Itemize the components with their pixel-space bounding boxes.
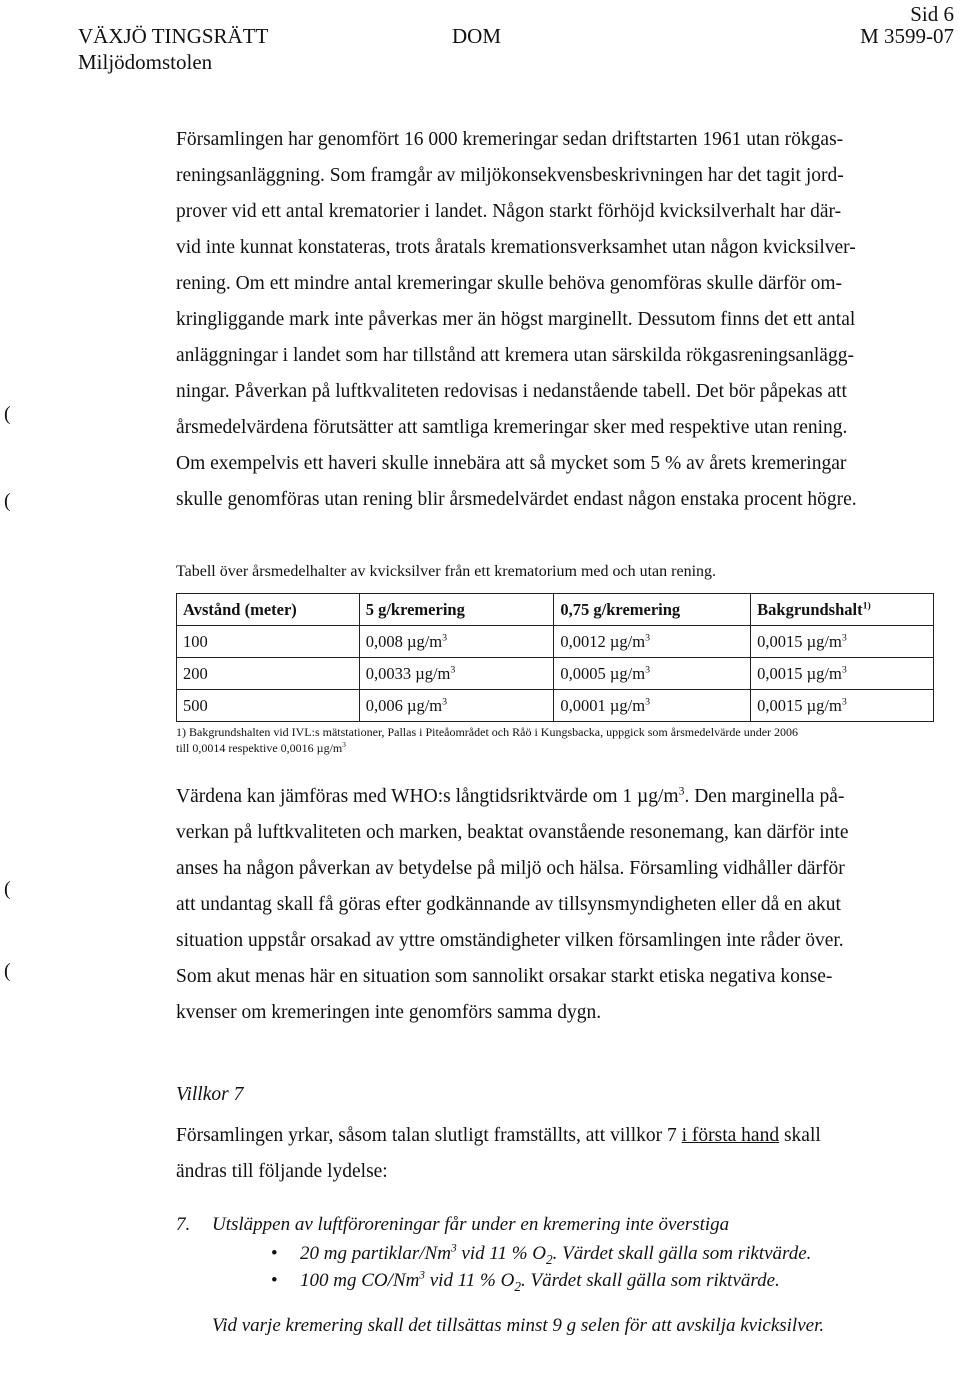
text-span: vid 11 % O bbox=[456, 1243, 547, 1264]
text-line: Om exempelvis ett haveri skulle innebära att så mycket som 5 % av årets kremeringar bbox=[176, 453, 847, 474]
text-span: 20 mg partiklar/Nm bbox=[300, 1243, 451, 1264]
footnote-exponent: 3 bbox=[342, 741, 346, 749]
text-line bbox=[176, 779, 936, 815]
text-span: Församlingen yrkar, såsom talan slutligt framställts, att villkor 7 bbox=[176, 1125, 682, 1146]
table-cell bbox=[751, 658, 934, 690]
text-line: rening. Om ett mindre antal kremeringar skulle behöva genomföras skulle därför om- bbox=[176, 273, 843, 294]
table-row bbox=[177, 626, 934, 658]
text-line: kringliggande mark inte påverkas mer än högst marginellt. Dessutom finns det ett antal bbox=[176, 309, 856, 330]
section-heading: Villkor 7 bbox=[176, 1084, 244, 1105]
table-cell bbox=[751, 690, 934, 722]
cell-value: 0,0001 bbox=[560, 695, 606, 715]
underlined-text: i första hand bbox=[681, 1125, 780, 1146]
closing-statement: Vid varje kremering skall det tillsättas minst 9 g selen för att avskilja kvicksilver. bbox=[212, 1315, 825, 1336]
column-header bbox=[751, 594, 934, 626]
text-line: Som akut menas här en situation som sannolikt orsakar starkt etiska negativa konse- bbox=[176, 966, 833, 987]
cell-unit: µg/m bbox=[806, 695, 842, 715]
condition-bullets bbox=[271, 1240, 812, 1294]
department-name: Miljödomstolen bbox=[78, 50, 213, 74]
unit-exponent: 3 bbox=[645, 632, 651, 643]
table-cell bbox=[359, 658, 554, 690]
unit-exponent: 3 bbox=[645, 696, 651, 707]
cell-unit: µg/m bbox=[806, 631, 842, 651]
margin-mark: ( bbox=[4, 960, 11, 982]
cell-value: 0,008 bbox=[365, 631, 403, 651]
footnote-text: till 0,0014 respektive 0,0016 µg/m bbox=[176, 741, 343, 755]
text-span: vid 11 % O bbox=[425, 1270, 515, 1291]
table-cell bbox=[751, 626, 934, 658]
table-row bbox=[177, 658, 934, 690]
bullet-glyph: • bbox=[271, 1243, 278, 1264]
cell-value: 0,0015 bbox=[757, 695, 803, 715]
text-span: . Värdet skall gälla som riktvärde. bbox=[552, 1243, 812, 1264]
table-header-row bbox=[177, 594, 934, 626]
table-cell: 200 bbox=[177, 658, 360, 690]
page-number: Sid 6 bbox=[910, 2, 954, 26]
footnote-line: 1) Bakgrundshalten vid IVL:s mätstationer, Pallas i Piteåområdet och Råö i Kungsbacka, uppgick som årsmedelvärde under 2006 bbox=[176, 725, 799, 739]
text-line: ningar. Påverkan på luftkvaliteten redovisas i nedanstående tabell. Det bör påpekas att bbox=[176, 381, 847, 402]
unit-exponent: 3 bbox=[645, 664, 651, 675]
text-line: skulle genomföras utan rening blir årsmedelvärdet endast någon enstaka procent högre. bbox=[176, 489, 857, 510]
cell-unit: µg/m bbox=[609, 663, 646, 683]
cell-value: 0,0015 bbox=[757, 663, 803, 683]
table-row bbox=[177, 690, 934, 722]
text-line: ändras till följande lydelse: bbox=[176, 1161, 388, 1182]
exponent: 3 bbox=[450, 1242, 457, 1255]
text-line: anläggningar i landet som har tillstånd att kremera utan särskilda rökgasreningsanlägg- bbox=[176, 345, 854, 366]
unit-exponent: 3 bbox=[442, 696, 448, 707]
unit-exponent: 3 bbox=[442, 632, 448, 643]
text-line: kvenser om kremeringen inte genomförs samma dygn. bbox=[176, 1002, 602, 1023]
cell-value: 0,006 bbox=[365, 695, 403, 715]
document-type: DOM bbox=[452, 24, 502, 48]
column-header: 0,75 g/kremering bbox=[554, 594, 751, 626]
text-span: . Värdet skall gälla som riktvärde. bbox=[521, 1270, 780, 1291]
footnote-line bbox=[176, 740, 938, 756]
exponent: 3 bbox=[419, 1269, 425, 1282]
cell-value: 0,0012 bbox=[560, 631, 606, 651]
table-cell: 500 bbox=[177, 690, 360, 722]
table-cell bbox=[359, 626, 554, 658]
bullet-glyph: • bbox=[271, 1270, 278, 1291]
margin-mark: ( bbox=[4, 490, 11, 512]
table-cell bbox=[554, 658, 751, 690]
column-header-label: Bakgrundshalt bbox=[757, 599, 863, 619]
exponent: 3 bbox=[678, 784, 685, 798]
condition-text: Utsläppen av luftföroreningar får under en kremering inte överstiga bbox=[212, 1214, 730, 1235]
mercury-table bbox=[176, 593, 934, 722]
text-span: 100 mg CO/Nm bbox=[300, 1270, 420, 1291]
list-item bbox=[271, 1267, 811, 1294]
cell-value: 0,0015 bbox=[757, 631, 803, 651]
subscript: 2 bbox=[546, 1251, 553, 1267]
text-line: årsmedelvärdena förutsätter att samtliga kremeringar sker med respektive utan rening. bbox=[176, 417, 848, 438]
case-number: M 3599-07 bbox=[860, 24, 954, 48]
cell-unit: µg/m bbox=[806, 663, 842, 683]
unit-exponent: 3 bbox=[841, 696, 847, 707]
cell-value: 0,0005 bbox=[560, 663, 606, 683]
body-paragraph-2 bbox=[176, 779, 936, 1031]
unit-exponent: 3 bbox=[841, 664, 847, 675]
table-cell bbox=[554, 626, 751, 658]
text-span: Värdena kan jämföras med WHO:s långtidsriktvärde om 1 µg/m bbox=[176, 786, 679, 807]
table-footnote bbox=[176, 724, 938, 756]
text-line: anses ha någon påverkan av betydelse på miljö och hälsa. Församling vidhåller därför bbox=[176, 858, 845, 879]
body-paragraph bbox=[176, 122, 936, 518]
text-line: Församlingen har genomfört 16 000 kremeringar sedan driftstarten 1961 utan rökgas- bbox=[176, 129, 844, 150]
column-header: 5 g/kremering bbox=[359, 594, 554, 626]
cell-unit: µg/m bbox=[415, 663, 451, 683]
text-span: skall bbox=[779, 1125, 821, 1146]
cell-unit: µg/m bbox=[609, 631, 646, 651]
table-caption: Tabell över årsmedelhalter av kvicksilver från ett krematorium med och utan rening. bbox=[176, 563, 717, 580]
subscript: 2 bbox=[514, 1278, 522, 1294]
table-cell bbox=[554, 690, 751, 722]
footnote-mark: 1) bbox=[862, 600, 871, 611]
text-span: . Den marginella på- bbox=[684, 786, 845, 807]
table-cell: 100 bbox=[177, 626, 360, 658]
text-line: vid inte kunnat konstateras, trots åratals kremationsverksamhet utan någon kvicksilver- bbox=[176, 237, 856, 258]
condition-number: 7. bbox=[176, 1214, 191, 1235]
text-line: att undantag skall få göras efter godkännande av tillsynsmyndigheten eller då en akut bbox=[176, 894, 841, 915]
margin-mark: ( bbox=[4, 403, 11, 425]
column-header: Avstånd (meter) bbox=[177, 594, 360, 626]
table-cell bbox=[359, 690, 554, 722]
cell-value: 0,0033 bbox=[365, 663, 412, 683]
villkor-paragraph bbox=[176, 1118, 936, 1190]
unit-exponent: 3 bbox=[450, 664, 456, 675]
list-item bbox=[271, 1240, 812, 1267]
text-line: situation uppstår orsakad av yttre omständigheter vilken församlingen inte råder över. bbox=[176, 930, 844, 951]
text-line bbox=[176, 1118, 936, 1154]
unit-exponent: 3 bbox=[841, 632, 847, 643]
text-line: reningsanläggning. Som framgår av miljökonsekvensbeskrivningen har det tagit jord- bbox=[176, 165, 844, 186]
margin-mark: ( bbox=[4, 878, 11, 900]
cell-unit: µg/m bbox=[406, 695, 443, 715]
text-line: prover vid ett antal krematorier i landet. Någon starkt förhöjd kvicksilverhalt har där- bbox=[176, 201, 842, 222]
text-line: verkan på luftkvaliteten och marken, beaktat ovanstående resonemang, kan därför inte bbox=[176, 822, 849, 843]
court-name: VÄXJÖ TINGSRÄTT bbox=[78, 24, 269, 48]
cell-unit: µg/m bbox=[609, 695, 646, 715]
cell-unit: µg/m bbox=[406, 631, 443, 651]
